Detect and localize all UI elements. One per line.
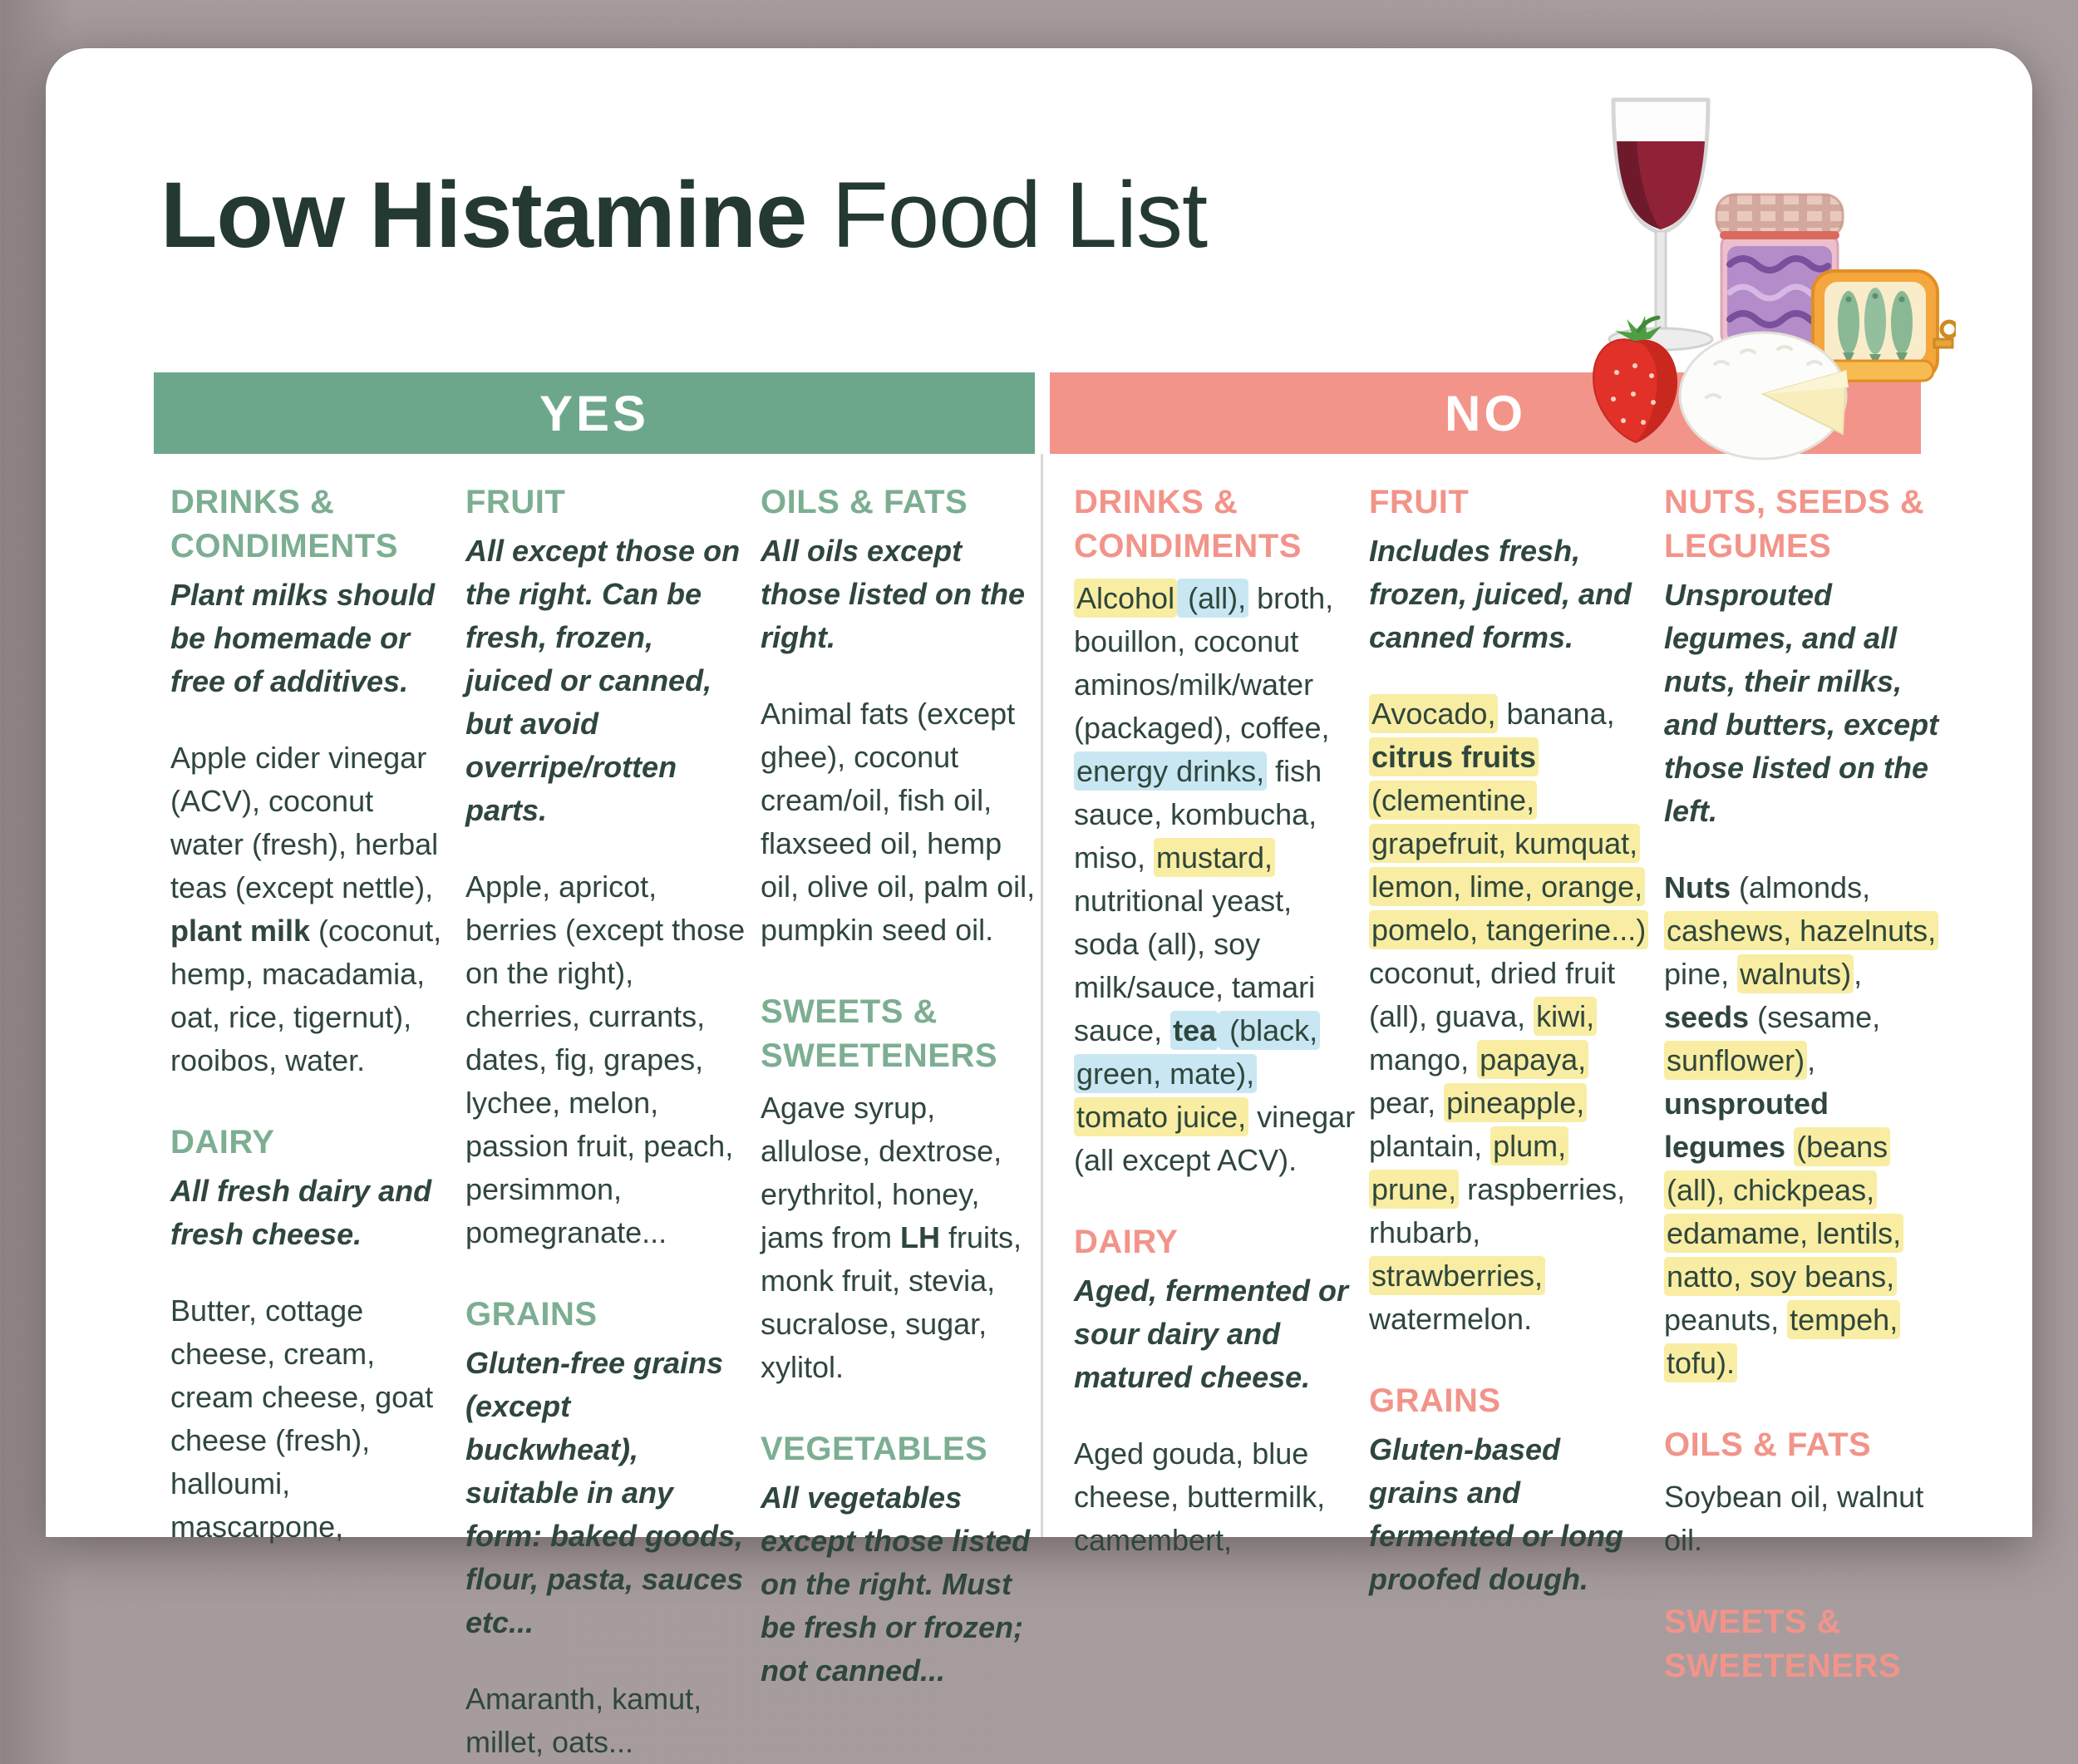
section-heading xyxy=(1369,480,1652,525)
section-heading xyxy=(1664,1600,1947,1688)
highlighted-text: Avocado, xyxy=(1369,694,1498,733)
text-run: (coconut, hemp, macadamia, oat, rice, tigernut), rooibos, water. xyxy=(170,914,442,1077)
text-run: Gluten-based grains and fermented or long proofed dough. xyxy=(1369,1432,1624,1596)
section-heading xyxy=(170,480,453,569)
text-run: pear, xyxy=(1369,1086,1445,1120)
column-yes-fruit-grains xyxy=(465,480,748,1764)
highlighted-text: Alcohol xyxy=(1074,579,1177,618)
section-note xyxy=(1664,574,1947,833)
food-illustration xyxy=(1565,90,1956,464)
text-run: fish sauce, kombucha, miso, xyxy=(1074,754,1322,875)
highlighted-text: plum, xyxy=(1490,1126,1568,1165)
highlighted-text: (all), xyxy=(1177,579,1248,618)
section-heading xyxy=(761,1427,1043,1471)
section-note xyxy=(1369,1428,1652,1601)
highlighted-text: tomato juice, xyxy=(1074,1097,1248,1136)
highlighted-text: walnuts) xyxy=(1737,954,1854,993)
text-run: Includes fresh, frozen, juiced, and canned forms. xyxy=(1369,534,1632,654)
text-run: unsprouted legumes xyxy=(1664,1086,1829,1164)
section-body xyxy=(465,865,748,1254)
text-run: Apple, apricot, berries (except those on the right), cherries, currants, dates, fig, grapes, lychee, melon, passion fruit, peach, persimmon, pomegranate... xyxy=(465,870,746,1249)
section-heading xyxy=(1369,1379,1652,1423)
section-body xyxy=(170,737,453,1082)
text-run: (almonds, xyxy=(1731,870,1871,904)
text-run: Butter, cottage cheese, cream, cream cheese, goat cheese (fresh), halloumi, mascarpone, xyxy=(170,1293,434,1544)
section-heading xyxy=(1664,1423,1947,1467)
highlighted-text: mustard, xyxy=(1154,838,1275,877)
text-run: FRUIT xyxy=(465,484,566,520)
section-note xyxy=(170,1170,453,1256)
text-run: Aged, fermented or sour dairy and matured cheese. xyxy=(1074,1274,1349,1394)
text-run: mango, xyxy=(1369,1042,1478,1077)
title-regular-part: Food List xyxy=(806,163,1208,267)
text-run: fruits, monk fruit, stevia, sucralose, sugar, xylitol. xyxy=(761,1220,1022,1384)
text-run: , xyxy=(1854,957,1863,991)
section-body xyxy=(1074,1432,1357,1562)
no-banner-label: NO xyxy=(1445,385,1526,441)
text-run: peanuts, xyxy=(1664,1303,1788,1337)
text-run: All vegetables except those listed on the right. Must be fresh or frozen; not canned... xyxy=(761,1481,1031,1688)
highlighted-text: tempeh, xyxy=(1787,1300,1900,1339)
section-body xyxy=(761,692,1043,952)
section-heading xyxy=(170,1121,453,1165)
text-run: FRUIT xyxy=(1369,484,1470,520)
section-heading xyxy=(465,480,748,525)
text-run: Animal fats (except ghee), coconut cream/oil, fish oil, flaxseed oil, hemp oil, olive oil, palm oil, pumpkin seed oil. xyxy=(761,697,1036,947)
food-list-page xyxy=(46,48,2032,1759)
text-run: OILS & FATS xyxy=(761,484,968,520)
highlighted-text: strawberries, xyxy=(1369,1256,1545,1295)
text-run: Unsprouted legumes, and all nuts, their milks, and butters, except those listed on the left. xyxy=(1664,578,1939,828)
text-run: SWEETS & SWEETENERS xyxy=(761,993,998,1074)
text-run: DAIRY xyxy=(170,1124,275,1160)
highlighted-text: (clementine, grapefruit, kumquat, lemon, lime, orange, pomelo, tangerine...) xyxy=(1369,781,1648,949)
text-run: pine, xyxy=(1664,957,1738,991)
yes-banner-label: YES xyxy=(539,385,650,441)
text-run: All oils except those listed on the right. xyxy=(761,534,1026,654)
text-run: vinegar (all except ACV). xyxy=(1074,1100,1356,1177)
text-run: Aged gouda, blue cheese, buttermilk, camembert, xyxy=(1074,1436,1326,1557)
text-run: raspberries, rhubarb, xyxy=(1369,1172,1626,1249)
column-yes-drinks-dairy xyxy=(170,480,453,1549)
text-run: broth, bouillon, coconut aminos/milk/water (packaged), coffee, xyxy=(1074,581,1334,745)
text-run: All fresh dairy and fresh cheese. xyxy=(170,1174,432,1251)
highlighted-text: cashews, hazelnuts, xyxy=(1664,911,1938,950)
section-note xyxy=(465,530,748,832)
text-run: banana, xyxy=(1498,697,1615,731)
text-run: nutritional yeast, soda (all), soy milk/sauce, tamari sauce, xyxy=(1074,884,1316,1047)
highlighted-text: (black, green, mate), xyxy=(1074,1011,1320,1093)
section-note xyxy=(465,1342,748,1644)
highlighted-text: sunflower) xyxy=(1664,1041,1807,1080)
section-heading xyxy=(1074,480,1357,569)
text-run: NUTS, SEEDS & LEGUMES xyxy=(1664,484,1925,564)
section-body xyxy=(1664,866,1947,1385)
text-run: Plant milks should be homemade or free of additives. xyxy=(170,578,436,698)
red-wine-glass-icon xyxy=(1609,100,1712,350)
highlighted-text: kiwi, xyxy=(1534,997,1597,1036)
section-heading xyxy=(761,990,1043,1078)
highlighted-text: (beans (all), chickpeas, edamame, lentils, natto, soy beans, xyxy=(1664,1127,1903,1296)
text-run: plant milk xyxy=(170,914,311,948)
section-heading xyxy=(465,1293,748,1337)
text-run: All except those on the right. Can be fresh, frozen, juiced or canned, but avoid overripe/rotten parts. xyxy=(465,534,741,827)
text-run xyxy=(1785,1130,1794,1164)
text-run: Apple cider vinegar (ACV), coconut water (fresh), herbal teas (except nettle), xyxy=(170,741,439,904)
column-yes-oils-sweets-vegetables xyxy=(761,480,1043,1693)
text-run: (sesame, xyxy=(1749,1000,1881,1034)
yes-banner xyxy=(154,372,1035,454)
highlighted-text: papaya, xyxy=(1477,1040,1588,1079)
text-run: DRINKS & CONDIMENTS xyxy=(170,484,398,564)
text-run: coconut, dried fruit (all), guava, xyxy=(1369,956,1616,1033)
section-body xyxy=(170,1289,453,1549)
section-note xyxy=(170,574,453,703)
section-body xyxy=(1664,1476,1947,1562)
section-note xyxy=(1369,530,1652,659)
text-run: watermelon. xyxy=(1369,1302,1533,1336)
text-run: VEGETABLES xyxy=(761,1431,988,1467)
highlighted-text: pineapple, xyxy=(1444,1083,1587,1122)
soft-cheese-wheel-icon xyxy=(1680,333,1849,459)
text-run: plantain, xyxy=(1369,1129,1491,1163)
text-run: Amaranth, kamut, millet, oats... xyxy=(465,1682,702,1759)
text-run: Agave syrup, allulose, dextrose, erythritol, honey, jams from xyxy=(761,1091,1002,1254)
column-no-fruit-grains xyxy=(1369,480,1652,1601)
section-note xyxy=(761,1476,1043,1693)
text-run: , xyxy=(1807,1043,1816,1077)
highlighted-text: citrus fruits xyxy=(1369,737,1539,776)
section-body xyxy=(761,1086,1043,1389)
highlighted-text: tea xyxy=(1170,1011,1219,1050)
text-run: OILS & FATS xyxy=(1664,1426,1872,1463)
text-run: DAIRY xyxy=(1074,1224,1179,1260)
section-body xyxy=(465,1678,748,1764)
text-run: Nuts xyxy=(1664,870,1731,904)
highlighted-text: energy drinks, xyxy=(1074,751,1267,791)
title-bold-part: Low Histamine xyxy=(160,163,807,267)
section-body xyxy=(1074,577,1357,1182)
section-heading xyxy=(1074,1220,1357,1264)
section-note xyxy=(761,530,1043,659)
text-run: seeds xyxy=(1664,1000,1750,1034)
text-run: LH xyxy=(900,1220,941,1254)
section-heading xyxy=(761,480,1043,525)
highlighted-text: prune, xyxy=(1369,1170,1459,1209)
section-body xyxy=(1369,692,1652,1341)
text-run: Gluten-free grains (except buckwheat), suitable in any form: baked goods, flour, pasta, sauces etc... xyxy=(465,1346,744,1639)
highlighted-text: tofu). xyxy=(1664,1343,1737,1382)
column-no-nuts-oils-sweets xyxy=(1664,480,1947,1688)
section-heading xyxy=(1664,480,1947,569)
section-note xyxy=(1074,1269,1357,1399)
text-run: GRAINS xyxy=(1369,1382,1501,1419)
text-run: DRINKS & CONDIMENTS xyxy=(1074,484,1302,564)
column-no-drinks-dairy xyxy=(1074,480,1357,1562)
text-run: GRAINS xyxy=(465,1296,598,1333)
text-run: Soybean oil, walnut oil. xyxy=(1664,1480,1924,1557)
text-run: SWEETS & SWEETENERS xyxy=(1664,1604,1902,1684)
